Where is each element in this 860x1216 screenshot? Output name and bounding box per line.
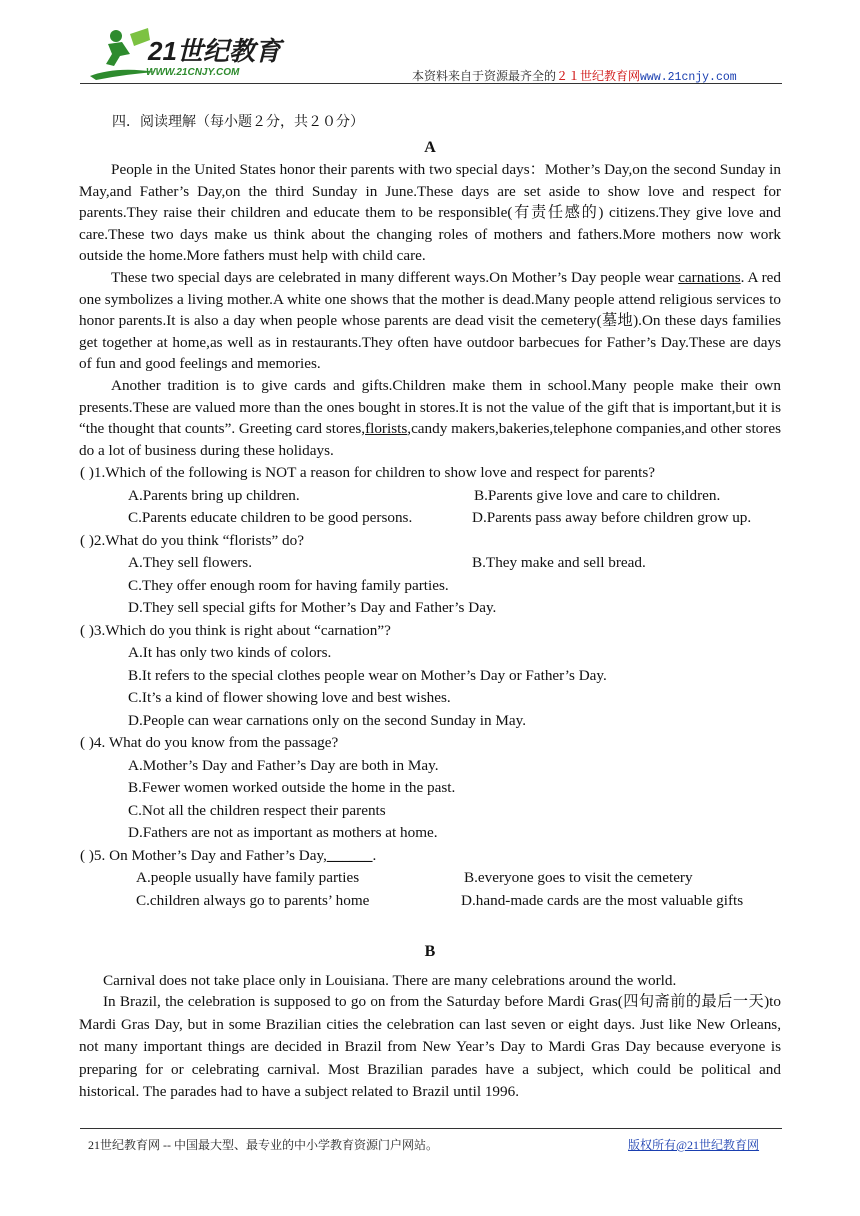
question-5-option-c: C.children always go to parents’ home: [136, 892, 370, 909]
question-4-stem: ( )4. What do you know from the passage?: [80, 734, 339, 751]
question-2-option-b: B.They make and sell bread.: [472, 554, 646, 571]
question-1-option-c: C.Parents educate children to be good persons.: [128, 509, 413, 526]
answer-blank: ______: [326, 847, 373, 864]
passage-b-label: B: [424, 943, 436, 960]
question-1-option-a: A.Parents bring up children.: [128, 487, 300, 504]
question-3-option-c: C.It’s a kind of flower showing love and best wishes.: [128, 689, 451, 706]
word-carnations: carnations: [678, 269, 741, 286]
question-2-stem: ( )2.What do you think “florists” do?: [80, 532, 304, 549]
svg-text:WWW.21CNJY.COM: WWW.21CNJY.COM: [146, 67, 240, 78]
question-3-stem: ( )3.Which do you think is right about “carnation”?: [80, 622, 391, 639]
svg-text:21世纪教育: 21世纪教育: [148, 36, 281, 66]
section-title: 四．阅读理解（每小题２分，共２０分）: [112, 114, 364, 130]
question-1-stem: ( )1.Which of the following is NOT a reason for children to show love and respect for parents?: [80, 464, 655, 481]
passage-a-paragraph-1: People in the United States honor their parents with two special days：Mother’s Day,on the second Sunday in May,and Father’s Day,on the third Sunday in June.These days are set aside to show love and respect for parents.They raise their children and educate them to be responsible(有责任感的) citizens.They give love and care.These two days make us think about the changing roles of mothers and fathers.More mothers now work outside the home.More fathers must help with child care.: [79, 161, 781, 265]
question-2-option-d: D.They sell special gifts for Mother’s Day and Father’s Day.: [128, 599, 497, 616]
question-3-option-d: D.People can wear carnations only on the second Sunday in May.: [128, 712, 527, 729]
question-1-option-d: D.Parents pass away before children grow up.: [472, 509, 752, 526]
question-2-option-a: A.They sell flowers.: [128, 554, 252, 571]
word-florists: florists: [365, 420, 408, 438]
question-4-option-b: B.Fewer women worked outside the home in the past.: [128, 779, 456, 796]
question-4-option-a: A.Mother’s Day and Father’s Day are both in May.: [128, 757, 439, 774]
footer-copyright-link[interactable]: 版权所有@21世纪教育网: [628, 1138, 760, 1152]
passage-a-paragraph-3: Another tradition is to give cards and gifts.Children make them in school.Many people make their own presents.These are valued more than the ones bought in stores.It is not the value of the gift that is important,but it is “the thought that counts”. Greeting card stores,florists,candy makers,bakeries,telephone companies,and other stores do a lot of business during these holidays.: [79, 377, 781, 459]
question-4-option-c: C.Not all the children respect their parents: [128, 802, 386, 819]
passage-a-label: A: [424, 139, 436, 156]
question-3-option-a: A.It has only two kinds of colors.: [128, 644, 332, 661]
question-3-option-b: B.It refers to the special clothes people wear on Mother’s Day or Father’s Day.: [128, 667, 607, 684]
passage-b-paragraph-1: Carnival does not take place only in Louisiana. There are many celebrations around the world.: [103, 972, 677, 989]
question-5-option-b: B.everyone goes to visit the cemetery: [464, 869, 693, 886]
question-2-option-c: C.They offer enough room for having family parties.: [128, 577, 449, 594]
question-5-option-d: D.hand-made cards are the most valuable gifts: [461, 892, 744, 909]
passage-b-paragraph-2: In Brazil, the celebration is supposed to go on from the Saturday before Mardi Gras(四旬斋前的最后一天)to Mardi Gras Day, but in some Brazilian cities the celebration can last seven or eight days. Just like New Orleans, not many important things are decided in Brazil from New Year’s Day to Mardi Gras Day because everyone is preparing for or celebrating carnival. Most Brazilian parades have a subject, which could be political and historical. The parades had to have a subject related to Brazil until 1996.: [79, 993, 781, 1101]
question-5-stem: ( )5. On Mother’s Day and Father’s Day,______.: [80, 847, 377, 864]
footer-divider: [80, 1128, 782, 1129]
header-source-note: 本资料来自于资源最齐全的２１世纪教育网www.21cnjy.com: [412, 69, 737, 84]
question-1-option-b: B.Parents give love and care to children.: [474, 487, 721, 504]
runner-logo-icon: [86, 26, 286, 82]
site-logo: [86, 26, 286, 82]
header-divider: [80, 83, 782, 84]
footer-site-description: 21世纪教育网 -- 中国最大型、最专业的中小学教育资源门户网站。: [88, 1138, 438, 1152]
question-4-option-d: D.Fathers are not as important as mothers at home.: [128, 824, 438, 841]
header-site-name: ２１世纪教育网: [556, 69, 641, 83]
passage-a-paragraph-2: These two special days are celebrated in many different ways.On Mother’s Day people wear carnations. A red one symbolizes a living mother.A white one shows that the mother is dead.Many people attend religious services to honor parents.It is also a day when people whose parents are dead visit the cemetery(墓地).On these days families get together at home,as well as in restaurants.They often have outdoor barbecues for Father’s Day.These are days of fun and good feelings and memories.: [79, 269, 781, 373]
header-site-link[interactable]: www.21cnjy.com: [640, 71, 737, 84]
question-5-option-a: A.people usually have family parties: [136, 869, 360, 886]
